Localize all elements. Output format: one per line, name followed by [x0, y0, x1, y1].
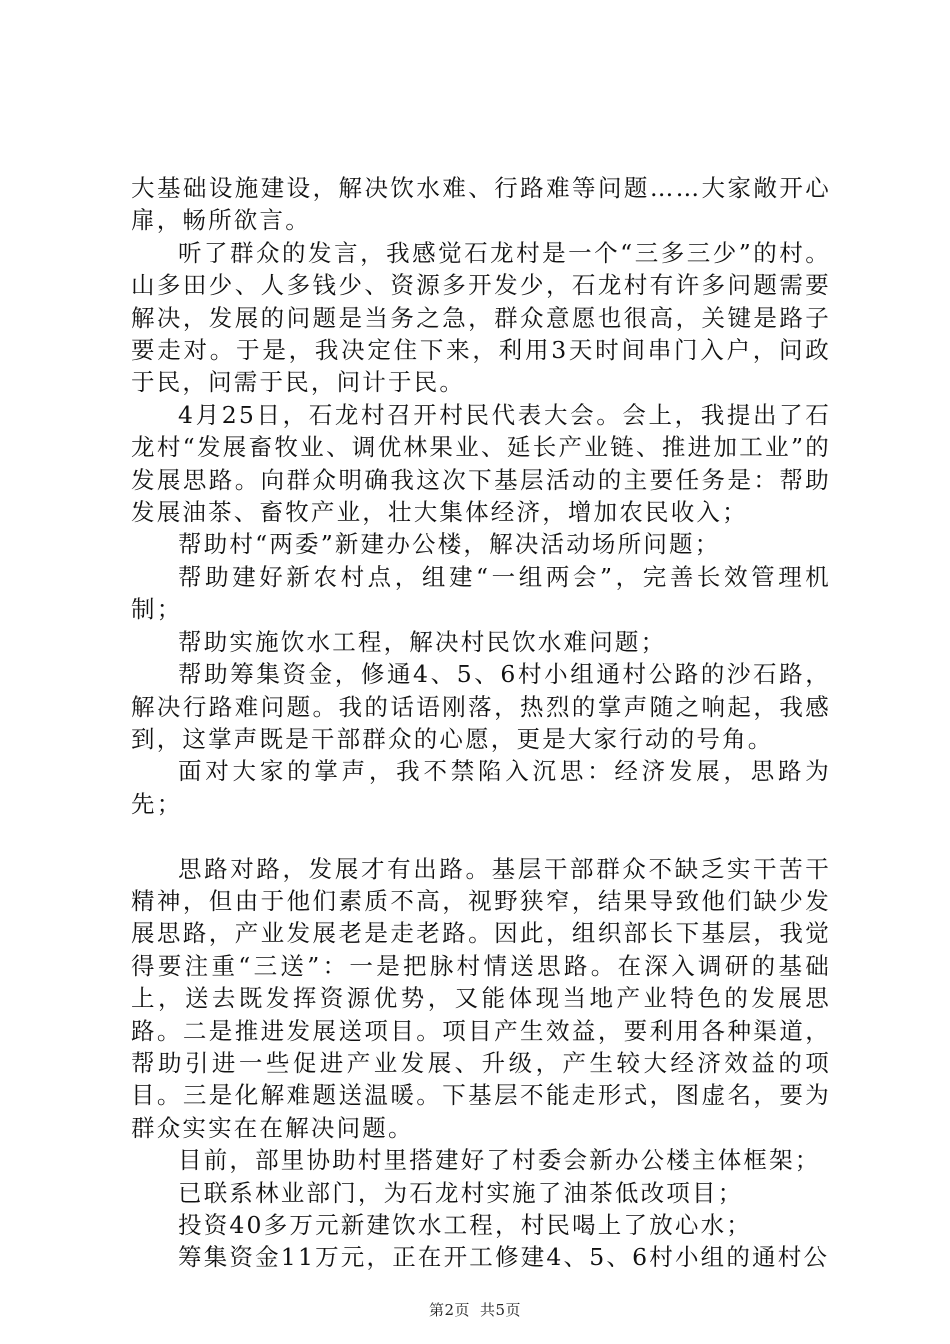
paragraph: 思路对路，发展才有出路。基层干部群众不缺乏实干苦干精神，但由于他们素质不高，视野狭窄，结果导致他们缺少发展思路，产业发展老是走老路。因此，组织部长下基层，我觉得要注重“三送”：一是把脉村情送思路。在深入调研的基础上，送去既发挥资源优势，又能体现当地产业特色的发展思路。二是推进发展送项目。项目产生效益，要利用各种渠道，帮助引进一些促进产业发展、升级，产生较大经济效益的项目。三是化解难题送温暖。下基层不能走形式，图虚名，要为群众实实在在解决问题。	[131, 854, 831, 1142]
paragraph: 筹集资金11万元，正在开工修建4、5、6村小组的通村公	[178, 1243, 830, 1272]
paragraph: 目前，部里协助村里搭建好了村委会新办公楼主体框架；	[178, 1146, 821, 1175]
paragraph: 帮助实施饮水工程，解决村民饮水难问题；	[178, 627, 667, 656]
page-total: 共5页	[480, 1301, 522, 1319]
paragraph: 面对大家的掌声，我不禁陷入沉思：经济发展，思路为先；	[131, 757, 831, 818]
paragraph: 听了群众的发言，我感觉石龙村是一个“三多三少”的村。山多田少、人多钱少、资源多开发少，石龙村有许多问题需要解决，发展的问题是当务之急，群众意愿也很高，关键是路子要走对。于是，我决定住下来，利用3天时间串门入户，问政于民，问需于民，问计于民。	[131, 238, 831, 397]
blank-line	[131, 820, 831, 852]
paragraph: 帮助筹集资金，修通4、5、6村小组通村公路的沙石路，解决行路难问题。我的话语刚落，热烈的掌声随之响起，我感到，这掌声既是干部群众的心愿，更是大家行动的号角。	[131, 660, 831, 753]
paragraph: 大基础设施建设，解决饮水难、行路难等问题……大家敞开心扉，畅所欲言。	[131, 174, 831, 235]
paragraph: 帮助建好新农村点，组建“一组两会”，完善长效管理机制；	[131, 562, 831, 624]
paragraph: 帮助村“两委”新建办公楼，解决活动场所问题；	[178, 530, 721, 559]
paragraph: 已联系林业部门，为石龙村实施了油茶低改项目；	[178, 1178, 744, 1207]
page-footer	[0, 1299, 950, 1320]
paragraph: 投资40多万元新建饮水工程，村民喝上了放心水；	[178, 1210, 753, 1239]
paragraph: 4月25日，石龙村召开村民代表大会。会上，我提出了石龙村“发展畜牧业、调优林果业、延长产业链、推进加工业”的发展思路。向群众明确我这次下基层活动的主要任务是：帮助发展油茶、畜牧产业，壮大集体经济，增加农民收入；	[131, 400, 831, 527]
page-number: 第2页	[428, 1301, 470, 1319]
document-body	[131, 172, 831, 1274]
